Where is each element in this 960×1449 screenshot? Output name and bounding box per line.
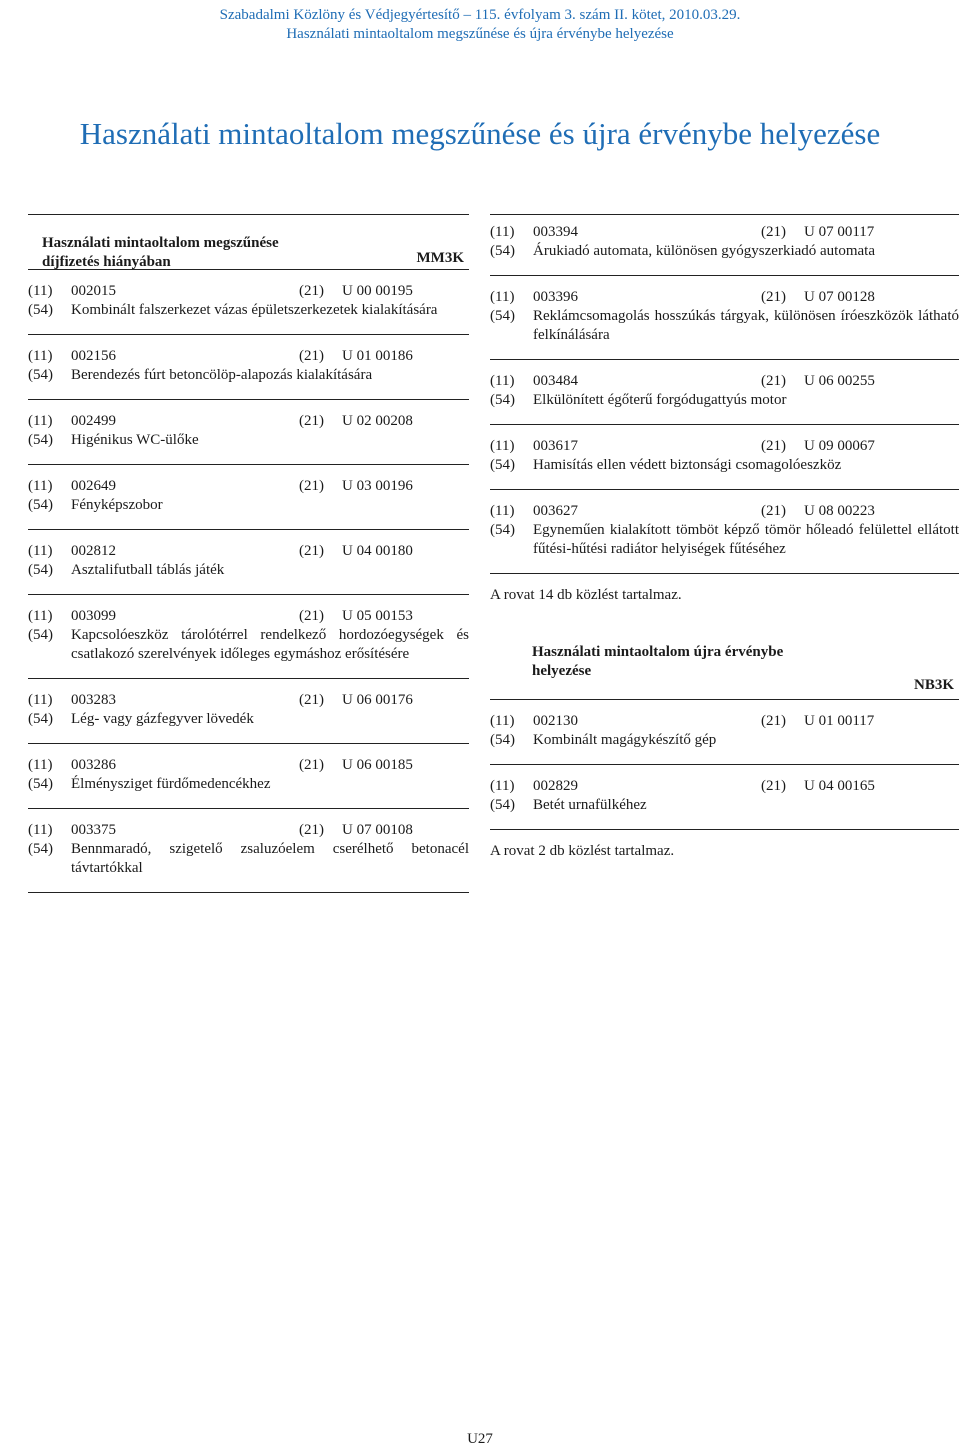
tag-21: (21) <box>299 283 324 299</box>
tag-11: (11) <box>28 692 53 708</box>
tag-54: (54) <box>490 522 515 538</box>
patent-entry <box>490 765 959 829</box>
tag-21: (21) <box>761 438 786 454</box>
entry-number: 002829 <box>533 778 578 794</box>
entry-number: 003099 <box>71 608 116 624</box>
divider <box>28 892 469 893</box>
entry-code: U 02 00208 <box>342 413 413 429</box>
tag-21: (21) <box>761 503 786 519</box>
tag-54: (54) <box>28 711 53 727</box>
entry-code: U 01 00117 <box>804 713 875 729</box>
tag-54: (54) <box>28 627 53 643</box>
tag-11: (11) <box>28 283 53 299</box>
entry-title: Árukiadó automata, különösen gyógyszerkiadó automata <box>533 243 875 259</box>
entry-title: Betét urnafülkéhez <box>533 797 647 813</box>
section-note: A rovat 2 db közlést tartalmaz. <box>490 843 675 859</box>
entry-title: Fényképszobor <box>71 497 163 513</box>
entry-number: 003617 <box>533 438 578 454</box>
tag-21: (21) <box>299 822 324 838</box>
tag-21: (21) <box>761 373 786 389</box>
tag-54: (54) <box>490 392 515 408</box>
tag-21: (21) <box>299 543 324 559</box>
entry-title: Kapcsolóeszköz tárolótérrel rendelkező hordozóegységek és csatlakozó szerelvények időleges egymáshoz erősítésére <box>71 627 469 662</box>
tag-11: (11) <box>28 478 53 494</box>
entry-number: 002812 <box>71 543 116 559</box>
entry-title: Reklámcsomagolás hosszúkás tárgyak, különösen íróeszközök látható felkínálására <box>533 308 959 343</box>
entry-number: 003283 <box>71 692 116 708</box>
tag-21: (21) <box>299 348 324 364</box>
tag-54: (54) <box>28 776 53 792</box>
patent-entry <box>28 679 469 743</box>
left-column <box>28 214 469 893</box>
category-code: MM3K <box>416 250 464 266</box>
tag-11: (11) <box>28 348 53 364</box>
patent-entry <box>28 530 469 594</box>
entry-number: 002649 <box>71 478 116 494</box>
entry-title: Berendezés fúrt betoncölöp-alapozás kialakítására <box>71 367 373 383</box>
entry-code: U 06 00176 <box>342 692 413 708</box>
patent-entry <box>28 465 469 529</box>
patent-entry <box>490 425 959 489</box>
patent-entry <box>28 400 469 464</box>
tag-21: (21) <box>761 224 786 240</box>
entry-code: U 04 00180 <box>342 543 413 559</box>
tag-21: (21) <box>299 478 324 494</box>
entry-number: 002015 <box>71 283 116 299</box>
entry-number: 003627 <box>533 503 578 519</box>
tag-54: (54) <box>28 562 53 578</box>
entry-code: U 07 00108 <box>342 822 413 838</box>
tag-54: (54) <box>490 797 515 813</box>
journal-line: Szabadalmi Közlöny és Védjegyértesítő – 115. évfolyam 3. szám II. kötet, 2010.03.29. <box>219 7 741 23</box>
section-title: Használati mintaoltalom megszűnése és újra érvénybe helyezése <box>79 116 881 151</box>
entry-code: U 09 00067 <box>804 438 875 454</box>
tag-11: (11) <box>28 757 53 773</box>
patent-entry <box>490 490 959 573</box>
entry-code: U 06 00185 <box>342 757 413 773</box>
entry-title: Egyneműen kialakított tömböt képző tömör hőleadó felülettel ellátott fűtési-hűtési radiátor helyiségek fűtéséhez <box>533 522 959 557</box>
tag-21: (21) <box>299 757 324 773</box>
entry-number: 003375 <box>71 822 116 838</box>
category-header-mm3k <box>28 215 469 269</box>
patent-entry <box>28 270 469 334</box>
tag-11: (11) <box>490 289 515 305</box>
entry-title: Elkülönített égőterű forgódugattyús motor <box>533 392 787 408</box>
entry-code: U 07 00128 <box>804 289 875 305</box>
entry-title: Lég- vagy gázfegyver lövedék <box>71 711 254 727</box>
tag-11: (11) <box>490 373 515 389</box>
entry-title: Asztalifutball táblás játék <box>71 562 225 578</box>
entry-title: Bennmaradó, szigetelő zsaluzóelem cserélhető betonacél távtartókkal <box>71 841 469 876</box>
patent-entry <box>28 595 469 678</box>
tag-54: (54) <box>28 302 53 318</box>
patent-entry <box>28 809 469 892</box>
tag-11: (11) <box>28 543 53 559</box>
patent-entry <box>490 360 959 424</box>
tag-54: (54) <box>28 367 53 383</box>
tag-11: (11) <box>28 413 53 429</box>
tag-21: (21) <box>761 713 786 729</box>
entry-code: U 06 00255 <box>804 373 875 389</box>
entry-number: 003396 <box>533 289 578 305</box>
category-title-line: helyezése <box>532 663 592 679</box>
patent-entry <box>28 744 469 808</box>
entry-code: U 03 00196 <box>342 478 413 494</box>
tag-11: (11) <box>490 438 515 454</box>
tag-54: (54) <box>490 308 515 324</box>
entry-number: 002130 <box>533 713 578 729</box>
category-title <box>42 234 279 272</box>
tag-11: (11) <box>28 822 53 838</box>
patent-entry <box>28 335 469 399</box>
tag-54: (54) <box>490 243 515 259</box>
tag-21: (21) <box>299 608 324 624</box>
tag-21: (21) <box>761 778 786 794</box>
category-code: NB3K <box>913 677 954 693</box>
category-title-line: Használati mintaoltalom újra érvénybe <box>532 644 784 660</box>
tag-11: (11) <box>490 503 515 519</box>
category-header-nb3k <box>490 643 959 699</box>
page-number: U27 <box>467 1431 493 1447</box>
tag-11: (11) <box>490 778 515 794</box>
entry-number: 003394 <box>533 224 578 240</box>
entry-title: Higénikus WC-ülőke <box>71 432 199 448</box>
tag-11: (11) <box>490 224 515 240</box>
section-note: A rovat 14 db közlést tartalmaz. <box>490 587 682 603</box>
tag-11: (11) <box>490 713 515 729</box>
entry-title: Hamisítás ellen védett biztonsági csomagolóeszköz <box>533 457 842 473</box>
tag-54: (54) <box>28 841 53 857</box>
right-column <box>490 214 959 861</box>
category-title <box>532 643 783 681</box>
tag-21: (21) <box>299 692 324 708</box>
section-line: Használati mintaoltalom megszűnése és újra érvénybe helyezése <box>286 26 674 42</box>
tag-54: (54) <box>28 497 53 513</box>
entry-code: U 01 00186 <box>342 348 413 364</box>
tag-54: (54) <box>28 432 53 448</box>
category-title-line: Használati mintaoltalom megszűnése <box>42 235 279 251</box>
entry-code: U 00 00195 <box>342 283 413 299</box>
entry-code: U 04 00165 <box>804 778 875 794</box>
patent-entry <box>490 215 959 275</box>
tag-54: (54) <box>490 732 515 748</box>
tag-11: (11) <box>28 608 53 624</box>
entry-number: 002499 <box>71 413 116 429</box>
tag-21: (21) <box>299 413 324 429</box>
entry-number: 002156 <box>71 348 116 364</box>
entry-title: Élménysziget fürdőmedencékhez <box>71 776 271 792</box>
running-header <box>0 6 960 44</box>
entry-title: Kombinált magágykészítő gép <box>533 732 717 748</box>
tag-21: (21) <box>761 289 786 305</box>
entry-title: Kombinált falszerkezet vázas épületszerkezetek kialakítására <box>71 302 438 318</box>
patent-entry <box>490 276 959 359</box>
entry-number: 003286 <box>71 757 116 773</box>
entry-number: 003484 <box>533 373 578 389</box>
patent-entry <box>490 700 959 764</box>
category-title-line: díjfizetés hiányában <box>42 254 171 270</box>
entry-code: U 08 00223 <box>804 503 875 519</box>
entry-code: U 05 00153 <box>342 608 413 624</box>
tag-54: (54) <box>490 457 515 473</box>
entry-code: U 07 00117 <box>804 224 875 240</box>
